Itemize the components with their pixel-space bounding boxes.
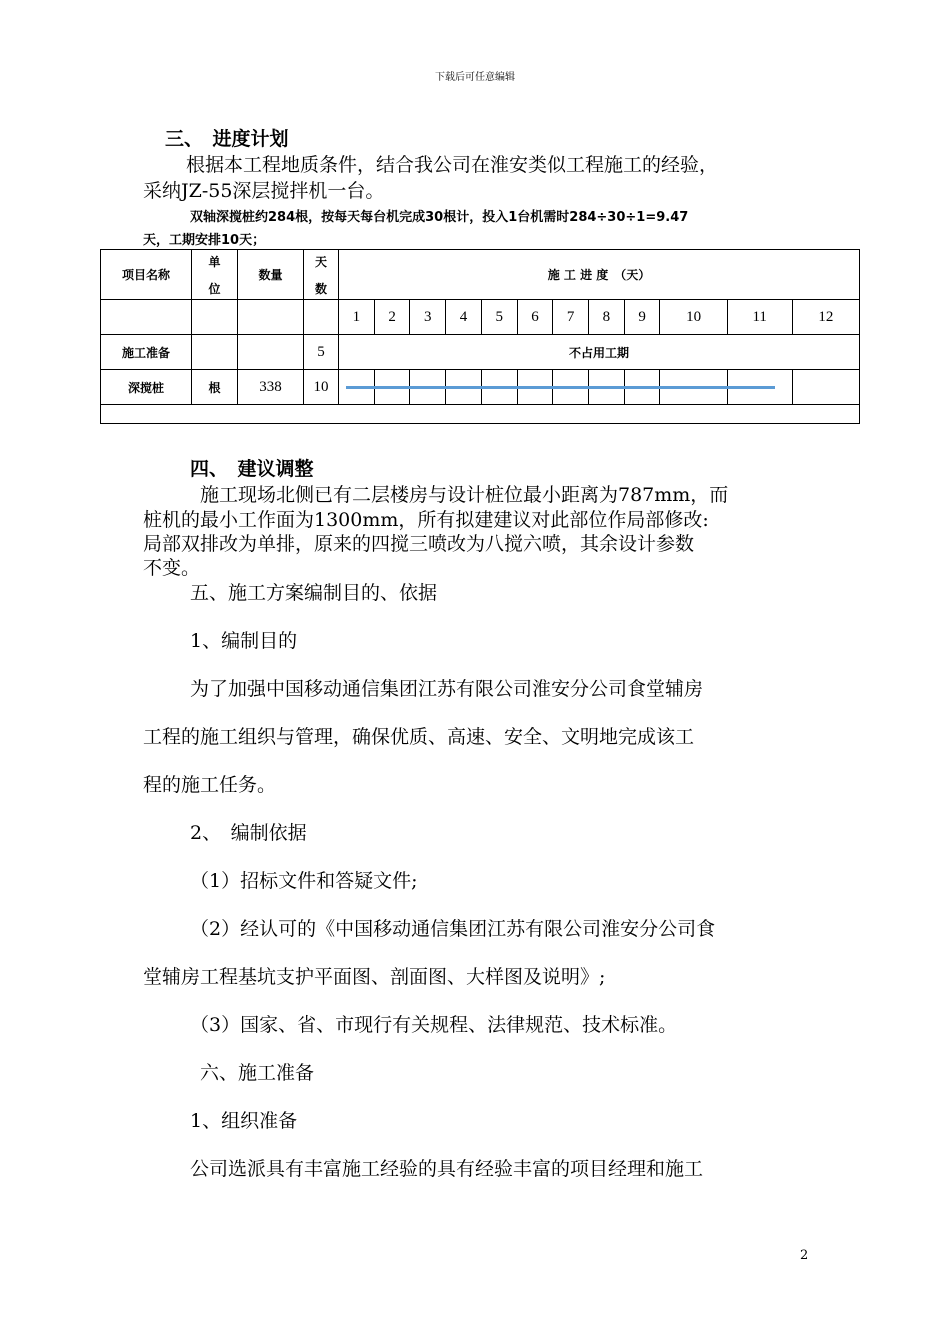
section3-note1: 双轴深搅桩约284根，按每天每台机完成30根计，投入1台机需时284÷30÷1=9.47 xyxy=(190,210,689,225)
header-days-a: 天 xyxy=(314,254,327,269)
header-unit xyxy=(192,250,238,300)
section5-b3: （3）国家、省、市现行有关规程、法律规范、技术标准。 xyxy=(190,1014,678,1036)
section6-title: 六、施工准备 xyxy=(200,1062,315,1084)
empty-cell xyxy=(192,300,238,335)
day-3: 3 xyxy=(410,300,446,335)
section3-line2: 采纳JZ-55深层搅拌机一台。 xyxy=(143,180,385,202)
day-10: 10 xyxy=(660,300,727,335)
table-day-row xyxy=(101,300,860,335)
section4-line1: 施工现场北侧已有二层楼房与设计桩位最小距离为787mm，而 xyxy=(200,484,729,506)
header-progress: 施 工 进 度 （天） xyxy=(339,250,860,300)
header-days xyxy=(304,250,339,300)
table-empty-row xyxy=(101,405,860,424)
section4-line3: 局部双排改为单排，原来的四搅三喷改为八搅六喷，其余设计参数 xyxy=(143,533,695,555)
pile-days: 10 xyxy=(304,370,339,405)
day-7: 7 xyxy=(553,300,589,335)
section6-sub1: 1、组织准备 xyxy=(190,1110,298,1132)
section3-line1: 根据本工程地质条件，结合我公司在淮安类似工程施工的经验， xyxy=(186,154,719,176)
day-5: 5 xyxy=(481,300,517,335)
section4-title: 四、 建议调整 xyxy=(190,458,314,480)
header-unit-b: 位 xyxy=(208,281,221,296)
pile-unit: 根 xyxy=(192,370,238,405)
day-12: 12 xyxy=(792,300,859,335)
empty-cell xyxy=(101,405,860,424)
day-11: 11 xyxy=(727,300,792,335)
section6-p1: 公司选派具有丰富施工经验的具有经验丰富的项目经理和施工 xyxy=(190,1158,704,1180)
section3-note2: 天，工期安排10天； xyxy=(143,233,266,248)
prep-name: 施工准备 xyxy=(101,335,192,370)
grid-cell xyxy=(792,370,859,405)
header-qty: 数量 xyxy=(238,250,304,300)
empty-cell xyxy=(238,300,304,335)
day-2: 2 xyxy=(374,300,410,335)
header-name: 项目名称 xyxy=(101,250,192,300)
section5-p1a: 为了加强中国移动通信集团江苏有限公司淮安分公司食堂辅房 xyxy=(190,678,704,700)
section5-sub1: 1、编制目的 xyxy=(190,630,298,652)
day-8: 8 xyxy=(589,300,625,335)
page-number: 2 xyxy=(800,1248,809,1263)
section5-b1: （1）招标文件和答疑文件; xyxy=(190,870,418,892)
section5-p1b: 工程的施工组织与管理，确保优质、高速、安全、文明地完成该工 xyxy=(143,726,695,748)
gantt-bar-pile xyxy=(346,386,775,389)
section5-sub2: 2、 编制依据 xyxy=(190,822,307,844)
day-4: 4 xyxy=(446,300,482,335)
section5-title: 五、施工方案编制目的、依据 xyxy=(190,582,438,604)
header-unit-a: 单 xyxy=(208,254,221,269)
empty-cell xyxy=(192,335,238,370)
empty-cell xyxy=(304,300,339,335)
section5-b2b: 堂辅房工程基坑支护平面图、剖面图、大样图及说明》; xyxy=(143,966,606,988)
section4-line4: 不变。 xyxy=(143,557,201,579)
empty-cell xyxy=(101,300,192,335)
section4-line2: 桩机的最小工作面为1300mm，所有拟建建议对此部位作局部修改: xyxy=(143,509,709,531)
schedule-table xyxy=(100,249,860,424)
prep-note: 不占用工期 xyxy=(339,335,860,370)
day-1: 1 xyxy=(339,300,375,335)
section5-b2a: （2）经认可的《中国移动通信集团江苏有限公司淮安分公司食 xyxy=(190,918,716,940)
pile-qty: 338 xyxy=(238,370,304,405)
table-header-row xyxy=(101,250,860,300)
pile-name: 深搅桩 xyxy=(101,370,192,405)
page-header: 下载后可任意编辑 xyxy=(435,72,515,83)
table-row-prep xyxy=(101,335,860,370)
prep-days: 5 xyxy=(304,335,339,370)
day-9: 9 xyxy=(624,300,660,335)
section5-p1c: 程的施工任务。 xyxy=(143,774,277,796)
section3-title: 三、 进度计划 xyxy=(165,128,289,150)
header-days-b: 数 xyxy=(314,281,327,296)
day-6: 6 xyxy=(517,300,553,335)
empty-cell xyxy=(238,335,304,370)
